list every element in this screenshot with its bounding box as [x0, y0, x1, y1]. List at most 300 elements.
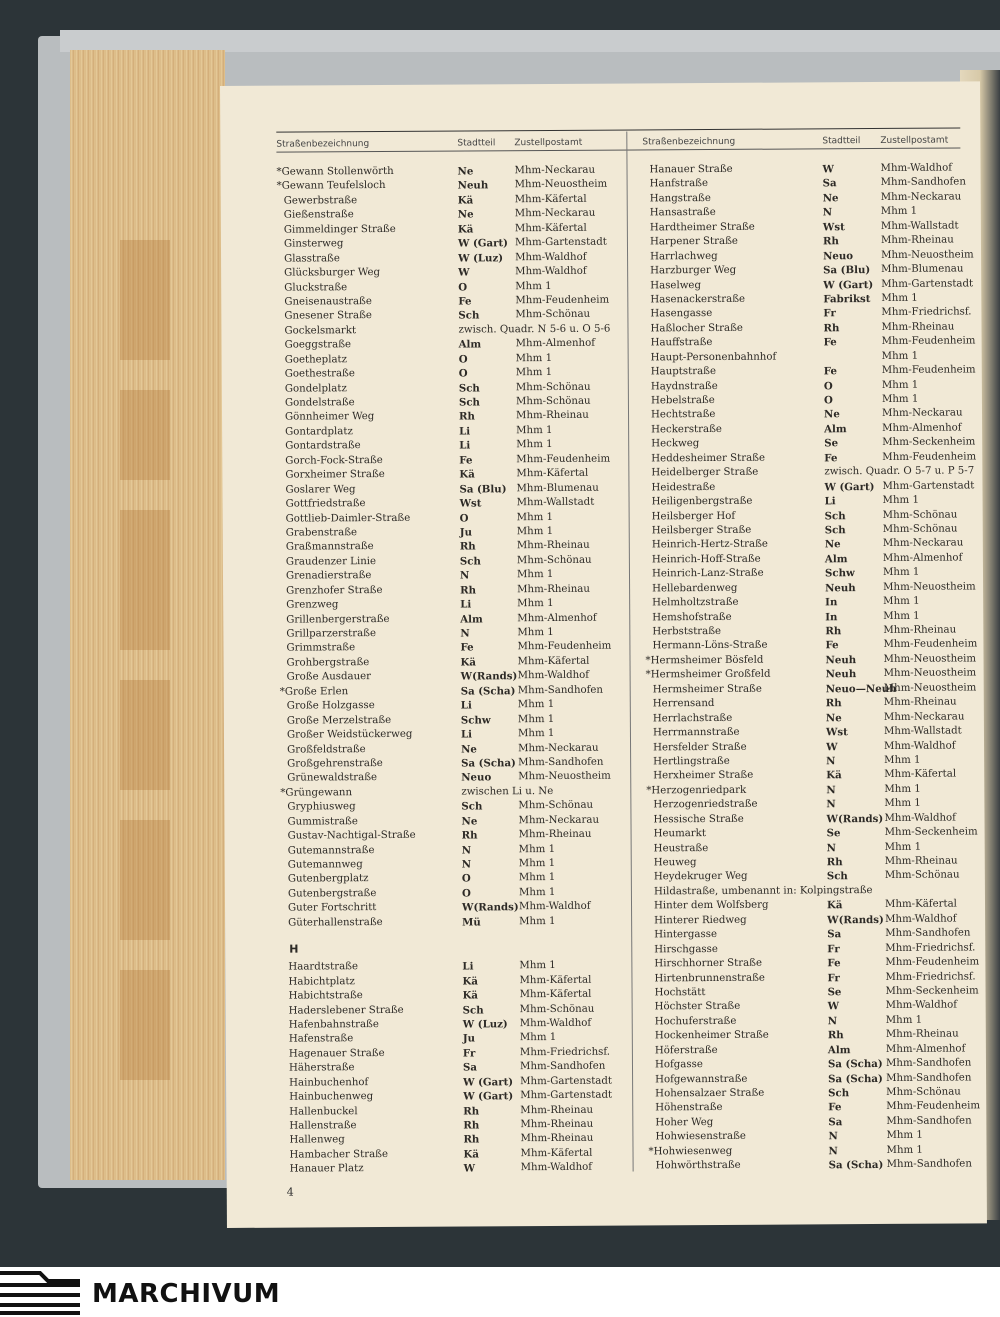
- street-name: Große Merzelstraße: [286, 714, 392, 727]
- street-district: Sa: [828, 1116, 843, 1129]
- street-name: Grünewaldstraße: [287, 772, 378, 784]
- section-heading: [281, 930, 621, 958]
- street-post-office: Mhm-Käfertal: [516, 467, 589, 480]
- street-district: N: [826, 784, 836, 797]
- street-name: *Hohwiesenweg: [648, 1145, 733, 1158]
- street-district: Rh: [463, 1119, 480, 1132]
- street-district: W (Gart): [824, 480, 875, 493]
- street-name: Hangstraße: [649, 192, 711, 205]
- street-district: Li: [824, 495, 836, 508]
- street-name: Goslarer Weg: [285, 483, 356, 496]
- street-post-office: Mhm-Schönau: [515, 309, 591, 321]
- street-name: Heustraße: [653, 842, 709, 854]
- street-name: *Gewann Stollenwörth: [276, 165, 394, 178]
- street-post-office: Mhm-Feudenheim: [886, 1100, 981, 1113]
- street-district: Sch: [461, 800, 483, 813]
- street-post-office: Mhm 1: [884, 841, 922, 853]
- street-district: W (Gart): [463, 1075, 514, 1089]
- street-name: *Grüngewann: [280, 787, 353, 799]
- section-letter: H: [289, 942, 299, 956]
- street-post-office: Mhm-Schönau: [516, 554, 592, 567]
- street-name: Grabenstraße: [285, 527, 358, 539]
- street-name: Hemshofstraße: [652, 611, 732, 623]
- street-post-office: Mhm-Sandhofen: [885, 927, 971, 940]
- street-name: Grohbergstraße: [286, 656, 370, 669]
- street-post-office: Mhm-Seckenheim: [884, 826, 978, 839]
- street-district: Sch: [462, 1003, 484, 1017]
- street-district: W (Gart): [823, 278, 874, 291]
- street-post-office: Mhm 1: [516, 569, 554, 581]
- street-name: Haardtstraße: [288, 961, 359, 973]
- street-name: Hofgasse: [654, 1059, 703, 1071]
- street-post-office: Mhm-Feudenheim: [881, 364, 976, 377]
- street-district: Rh: [822, 235, 839, 248]
- street-post-office: Mhm-Sandhofen: [886, 1115, 972, 1127]
- street-name: Gontardplatz: [285, 426, 353, 438]
- street-post-office: Mhm-Käfertal: [514, 222, 587, 234]
- street-name: Herbststraße: [652, 625, 722, 638]
- street-post-office: Mhm 1: [519, 960, 556, 972]
- street-post-office: Mhm-Rheinau: [520, 1118, 594, 1131]
- street-district: Wst: [825, 726, 848, 739]
- street-post-office: Mhm 1: [517, 598, 554, 610]
- street-district: W(Rands): [827, 913, 884, 927]
- street-district: Sch: [824, 509, 846, 522]
- street-post-office: Mhm 1: [884, 797, 921, 810]
- street-name: Gutemannstraße: [287, 844, 375, 857]
- street-district: Rh: [461, 829, 478, 842]
- street-district: W: [822, 163, 835, 176]
- street-name: Hirschgasse: [654, 943, 718, 955]
- street-name: Grenadierstraße: [285, 570, 372, 582]
- street-name: Haydnstraße: [650, 380, 718, 392]
- street-district: In: [825, 596, 838, 609]
- street-post-office: Mhm 1: [886, 1144, 923, 1156]
- street-name: Gutenbergplatz: [287, 873, 369, 886]
- street-post-office: Mhm-Neckarau: [883, 711, 965, 723]
- street-district: Sch: [458, 381, 480, 395]
- street-post-office: Mhm-Almenhof: [882, 422, 962, 434]
- street-district: Ne: [822, 192, 839, 205]
- street-name: Gontardstraße: [285, 440, 361, 452]
- street-name: Hohensalzaer Straße: [655, 1087, 765, 1100]
- street-post-office: Mhm-Rheinau: [880, 234, 954, 247]
- street-district: Sa (Blu): [459, 482, 507, 496]
- street-name: Graudenzer Linie: [285, 555, 377, 568]
- street-post-office: Mhm-Käfertal: [519, 974, 592, 986]
- street-post-office: Mhm-Käfertal: [520, 1147, 593, 1160]
- archive-footer: [0, 1267, 1000, 1317]
- street-post-office: Mhm-Neuostheim: [881, 249, 974, 261]
- street-district: Wst: [822, 220, 845, 234]
- street-name: Heinrich-Lanz-Straße: [651, 567, 764, 580]
- street-post-office: Mhm-Schönau: [886, 1086, 961, 1098]
- street-district: Fr: [462, 1047, 476, 1060]
- street-district: O: [458, 367, 468, 380]
- street-name: Hauptstraße: [650, 366, 717, 378]
- street-name: Hohwörthstraße: [655, 1160, 741, 1172]
- street-post-office: Mhm 1: [880, 206, 918, 218]
- street-name: *Große Erlen: [279, 685, 349, 698]
- street-district: Fe: [825, 639, 839, 652]
- street-post-office: Mhm 1: [515, 367, 553, 379]
- street-post-office: Mhm-Schönau: [884, 869, 960, 882]
- street-post-office: Mhm-Blumenau: [881, 263, 964, 276]
- street-district: Alm: [460, 612, 483, 626]
- street-post-office: Mhm-Feudenheim: [881, 335, 976, 348]
- street-district: Li: [459, 425, 471, 438]
- street-name: Hasengasse: [650, 308, 713, 320]
- street-name: Gottlieb-Daimler-Straße: [285, 512, 411, 525]
- street-name: Hafenstraße: [288, 1033, 354, 1045]
- street-district: Neuh: [825, 581, 856, 595]
- street-post-office: Mhm-Waldhof: [515, 265, 587, 278]
- street-district: Sch: [828, 1087, 850, 1100]
- street-district: Fabrikst: [823, 292, 871, 306]
- street-district: Kä: [457, 194, 474, 207]
- street-name: Heiligenbergstraße: [651, 495, 753, 508]
- street-district: Neuo—Neuh: [825, 682, 897, 696]
- street-post-office: Mhm-Gartenstadt: [882, 480, 975, 492]
- street-entry: [649, 1158, 972, 1175]
- street-name: Häherstraße: [288, 1062, 355, 1074]
- street-post-office: Mhm-Neuostheim: [514, 179, 608, 191]
- street-post-office: Mhm-Rheinau: [883, 696, 957, 709]
- street-post-office: Mhm-Gartenstadt: [514, 236, 607, 249]
- street-district: Ne: [823, 408, 840, 421]
- street-post-office: Mhm-Seckenheim: [885, 985, 979, 997]
- street-post-office: Mhm-Rheinau: [518, 828, 592, 841]
- street-post-office: Mhm-Wallstadt: [883, 725, 962, 738]
- street-post-office: Mhm-Schönau: [515, 395, 591, 408]
- street-post-office: Mhm-Sandhofen: [885, 1057, 972, 1070]
- street-name: Habichtplatz: [288, 975, 355, 988]
- street-district: Neuh: [825, 653, 857, 667]
- street-post-office: Mhm-Käfertal: [519, 988, 592, 1001]
- street-district: Neuo: [823, 249, 854, 262]
- street-name: Graßmannstraße: [285, 541, 374, 553]
- street-district: W: [826, 740, 838, 753]
- street-post-office: Mhm-Almenhof: [517, 612, 597, 624]
- street-post-office: Mhm 1: [518, 843, 556, 855]
- street-name: Gorxheimer Straße: [285, 469, 385, 481]
- street-district: Kä: [462, 975, 478, 988]
- street-district: N: [461, 858, 472, 871]
- street-district: Ne: [457, 208, 474, 221]
- street-name: Gummistraße: [287, 815, 358, 828]
- street-name: Hochstätt: [654, 986, 706, 999]
- street-name: Haselweg: [650, 279, 702, 291]
- street-district: N: [826, 841, 837, 854]
- street-name: Glasstraße: [284, 252, 340, 265]
- street-name: Heidestraße: [651, 481, 716, 493]
- street-post-office: Mhm-Gartenstadt: [520, 1075, 612, 1087]
- street-post-office: Mhm-Waldhof: [884, 740, 956, 752]
- street-name: Haupt-Personenbahnhof: [650, 351, 777, 364]
- street-name: Gluckstraße: [284, 281, 348, 294]
- street-district: Se: [827, 986, 842, 999]
- street-district: N: [459, 569, 470, 582]
- street-name: Hardtheimer Straße: [649, 221, 755, 234]
- street-name: Hellebardenweg: [652, 582, 738, 595]
- street-post-office: Mhm-Sandhofen: [886, 1071, 972, 1084]
- street-name: Gewerbstraße: [283, 195, 358, 207]
- street-district: Sa (Scha): [828, 1159, 884, 1172]
- street-district: Rh: [827, 1029, 844, 1042]
- street-district: W (Luz): [458, 251, 504, 265]
- street-name: Hinter dem Wolfsberg: [653, 899, 769, 912]
- header-district: Stadtteil: [822, 136, 861, 147]
- street-name: Hersfelder Straße: [653, 741, 747, 753]
- street-name: Herzogenriedstraße: [653, 798, 758, 811]
- street-district: Ne: [461, 815, 478, 828]
- street-name: Hinterer Riedweg: [654, 914, 747, 927]
- street-district: W(Rands): [826, 812, 884, 825]
- street-name: Gondelplatz: [284, 382, 347, 395]
- street-name: Goeggstraße: [284, 339, 352, 351]
- street-district: Sa: [827, 928, 842, 941]
- street-post-office: Mhm-Schönau: [519, 1003, 595, 1015]
- street-name: Gimmeldinger Straße: [283, 223, 396, 236]
- street-name: Glücksburger Weg: [284, 267, 381, 279]
- street-district: N: [827, 1015, 838, 1028]
- street-name: Große Holzgasse: [286, 700, 375, 712]
- street-post-office: Mhm-Rheinau: [517, 583, 590, 595]
- street-district: zwisch. Quadr. O 5-7 u. P 5-7: [824, 465, 975, 478]
- street-post-office: Mhm-Feudenheim: [885, 956, 980, 969]
- street-name: Gutemannweg: [287, 859, 363, 871]
- street-name: Heckweg: [651, 438, 700, 450]
- street-name: Harpener Straße: [649, 236, 738, 248]
- street-name: Hallenstraße: [289, 1120, 357, 1132]
- street-district: W(Rands): [460, 670, 518, 683]
- street-name: Hafenbahnstraße: [288, 1018, 379, 1031]
- street-name: Hessische Straße: [653, 813, 744, 826]
- street-name: *Gewann Teufelsloch: [276, 180, 386, 193]
- street-post-office: Mhm-Gartenstadt: [520, 1089, 613, 1102]
- street-district: Ne: [461, 742, 477, 756]
- street-post-office: Mhm 1: [886, 1130, 923, 1142]
- street-post-office: Mhm-Wallstadt: [880, 220, 959, 232]
- street-district: Fe: [824, 451, 838, 465]
- street-post-office: Mhm-Neckarau: [518, 742, 599, 754]
- street-name: Gryphiusweg: [287, 801, 356, 813]
- header-street-name: Straßenbezeichnung: [642, 136, 736, 148]
- street-district: Fe: [458, 295, 472, 308]
- left-street-list: [276, 165, 621, 932]
- street-post-office: Mhm-Käfertal: [884, 898, 957, 911]
- street-name: *Hermsheimer Großfeld: [645, 668, 771, 681]
- street-name: Hambacher Straße: [289, 1148, 389, 1161]
- street-post-office: Mhm-Rheinau: [520, 1133, 594, 1145]
- street-post-office: Mhm-Wallstadt: [516, 496, 595, 509]
- header-street-name: Straßenbezeichnung: [276, 139, 370, 150]
- street-name: Heydekruger Weg: [653, 871, 748, 883]
- street-district: N: [828, 1130, 838, 1143]
- street-post-office: Mhm-Neckarau: [880, 191, 962, 203]
- street-post-office: Mhm-Waldhof: [517, 670, 590, 682]
- street-name: Hintergasse: [654, 929, 718, 941]
- street-district: O: [461, 872, 471, 885]
- street-district: Rh: [825, 625, 842, 638]
- street-name: Heilsberger Hof: [651, 510, 736, 522]
- street-name: Helmholtzstraße: [652, 596, 739, 609]
- street-district: Kä: [826, 899, 843, 912]
- street-name: Guter Fortschritt: [287, 902, 377, 914]
- street-post-office: Mhm-Sandhofen: [517, 684, 604, 696]
- street-district: N: [461, 844, 472, 857]
- street-post-office: Mhm 1: [517, 728, 555, 740]
- street-post-office: Mhm 1: [518, 872, 556, 884]
- street-post-office: Mhm-Rheinau: [884, 855, 958, 867]
- street-district: O: [823, 379, 833, 392]
- street-district: Li: [460, 728, 473, 741]
- street-name: Hochuferstraße: [654, 1015, 737, 1028]
- left-column: [276, 138, 622, 1179]
- street-name: Hildastraße, umbenannt in: Kolpingstraße: [653, 884, 873, 898]
- street-name: Herrensand: [652, 698, 715, 710]
- street-post-office: Mhm 1: [881, 393, 919, 405]
- street-district: Kä: [462, 989, 479, 1002]
- street-district: Alm: [827, 1043, 851, 1056]
- street-post-office: Mhm-Waldhof: [519, 1017, 592, 1030]
- street-district: Neuh: [457, 179, 489, 192]
- street-post-office: Mhm 1: [883, 610, 920, 622]
- street-post-office: Mhm-Neckarau: [514, 164, 596, 177]
- street-name: Heuweg: [653, 857, 697, 869]
- header-district: Stadtteil: [457, 138, 496, 149]
- street-name: Große Ausdauer: [286, 671, 372, 683]
- street-post-office: Mhm-Neckarau: [882, 537, 964, 550]
- street-name: Heilsberger Straße: [651, 524, 752, 537]
- street-post-office: Mhm-Feudenheim: [516, 453, 611, 465]
- street-district: Alm: [824, 552, 848, 566]
- street-name: Heinrich-Hoff-Straße: [651, 553, 761, 566]
- street-post-office: Mhm-Feudenheim: [883, 638, 978, 651]
- header-post-office: Zustellpostamt: [514, 137, 583, 149]
- header-post-office: Zustellpostamt: [880, 135, 949, 146]
- street-post-office: Mhm-Rheinau: [515, 410, 589, 422]
- street-name: Hermsheimer Straße: [652, 683, 762, 696]
- street-post-office: Mhm 1: [882, 566, 920, 579]
- street-name: Herxheimer Straße: [653, 770, 754, 782]
- street-district: Ju: [462, 1032, 476, 1045]
- street-name: Haderslebener Straße: [288, 1004, 404, 1017]
- street-post-office: Mhm 1: [516, 525, 554, 538]
- street-post-office: Mhm-Rheinau: [883, 624, 957, 636]
- street-name: Hallenbuckel: [289, 1105, 358, 1118]
- street-post-office: Mhm-Feudenheim: [882, 451, 977, 463]
- street-district: N: [828, 1144, 838, 1158]
- street-district: W (Gart): [457, 237, 509, 250]
- street-post-office: Mhm-Neckarau: [518, 814, 600, 826]
- street-name: Hechtstraße: [650, 409, 716, 421]
- top-rule: [276, 127, 960, 132]
- street-name: Hasenackerstraße: [650, 293, 746, 306]
- street-name: Höchster Straße: [654, 1001, 741, 1013]
- street-district: Fe: [823, 365, 837, 378]
- street-name: *Hermsheimer Bösfeld: [645, 654, 764, 667]
- street-post-office: Mhm-Neuostheim: [883, 653, 977, 665]
- street-district: zwischen Li u. Ne: [461, 785, 554, 798]
- street-district: Se: [824, 437, 839, 450]
- street-district: O: [823, 394, 833, 407]
- left-street-list-h: [281, 960, 622, 1179]
- street-district: Kä: [459, 468, 475, 481]
- street-name: Habichtstraße: [288, 990, 363, 1002]
- street-district: Ne: [824, 538, 841, 551]
- street-name: Heidelberger Straße: [651, 466, 759, 479]
- street-name: Großgehrenstraße: [287, 757, 383, 770]
- street-name: *Herzogenriedpark: [646, 784, 747, 797]
- street-district: Rh: [826, 856, 843, 869]
- street-name: Harzburger Weg: [650, 264, 737, 277]
- street-post-office: Mhm-Sandhofen: [518, 756, 604, 769]
- street-district: Neuh: [825, 668, 857, 681]
- street-post-office: Mhm-Friedrichsf.: [519, 1046, 611, 1058]
- column-divider: [626, 132, 633, 1172]
- street-district: N: [826, 798, 836, 811]
- street-post-office: Mhm 1: [884, 783, 921, 795]
- street-name: Hallenweg: [289, 1134, 345, 1147]
- street-district: Schw: [824, 567, 855, 580]
- street-post-office: Mhm-Almenhof: [515, 337, 596, 350]
- marchivum-logo-text: MARCHIVUM: [92, 1279, 281, 1309]
- street-post-office: Mhm 1: [516, 424, 553, 437]
- street-name: Höferstraße: [654, 1044, 718, 1057]
- street-post-office: Mhm-Schönau: [518, 799, 594, 812]
- street-name: Heinrich-Hertz-Straße: [651, 539, 768, 551]
- street-district: W: [458, 266, 470, 279]
- street-post-office: Mhm 1: [516, 439, 553, 451]
- street-name: Hohwiesenstraße: [655, 1131, 746, 1143]
- street-district: N: [826, 755, 836, 768]
- street-district: Kä: [457, 223, 474, 236]
- street-post-office: Mhm-Waldhof: [884, 812, 956, 824]
- street-name: Hoher Weg: [655, 1116, 714, 1129]
- street-post-office: Mhm-Neckarau: [514, 208, 596, 220]
- street-post-office: Mhm-Rheinau: [881, 321, 955, 333]
- street-name: Gustav-Nachtigal-Straße: [287, 829, 416, 842]
- street-district: Fr: [827, 971, 840, 984]
- marchivum-logo-icon: [0, 1269, 80, 1315]
- street-post-office: Mhm-Neuostheim: [883, 667, 977, 680]
- street-district: zwisch. Quadr. N 5-6 u. O 5-6: [458, 323, 611, 336]
- street-post-office: Mhm-Friedrichsf.: [885, 942, 976, 954]
- street-post-office: Mhm-Gartenstadt: [881, 277, 974, 290]
- street-name: Gießenstraße: [283, 209, 354, 221]
- street-post-office: Mhm-Waldhof: [885, 913, 957, 925]
- street-name: Grenzweg: [286, 599, 339, 611]
- street-district: Sa (Scha): [461, 757, 516, 770]
- street-name: Gockelsmarkt: [284, 324, 357, 337]
- street-post-office: Mhm-Neckarau: [881, 407, 963, 420]
- street-post-office: Mhm 1: [515, 280, 552, 292]
- street-post-office: Mhm-Schönau: [882, 509, 958, 521]
- street-post-office: Mhm-Waldhof: [518, 901, 591, 913]
- street-district: Sa: [462, 1061, 478, 1074]
- street-name: Gneisenaustraße: [284, 296, 372, 308]
- street-name: Hainbuchenhof: [289, 1076, 369, 1089]
- street-district: Alm: [458, 338, 482, 351]
- street-name: Hanauer Straße: [649, 163, 733, 176]
- street-post-office: Mhm 1: [517, 626, 554, 639]
- street-name: Harrlachweg: [650, 250, 718, 263]
- street-district: Rh: [825, 697, 842, 710]
- street-post-office: Mhm 1: [881, 379, 919, 391]
- street-district: Neuo: [461, 771, 492, 784]
- street-district: Sa (Scha): [460, 684, 516, 698]
